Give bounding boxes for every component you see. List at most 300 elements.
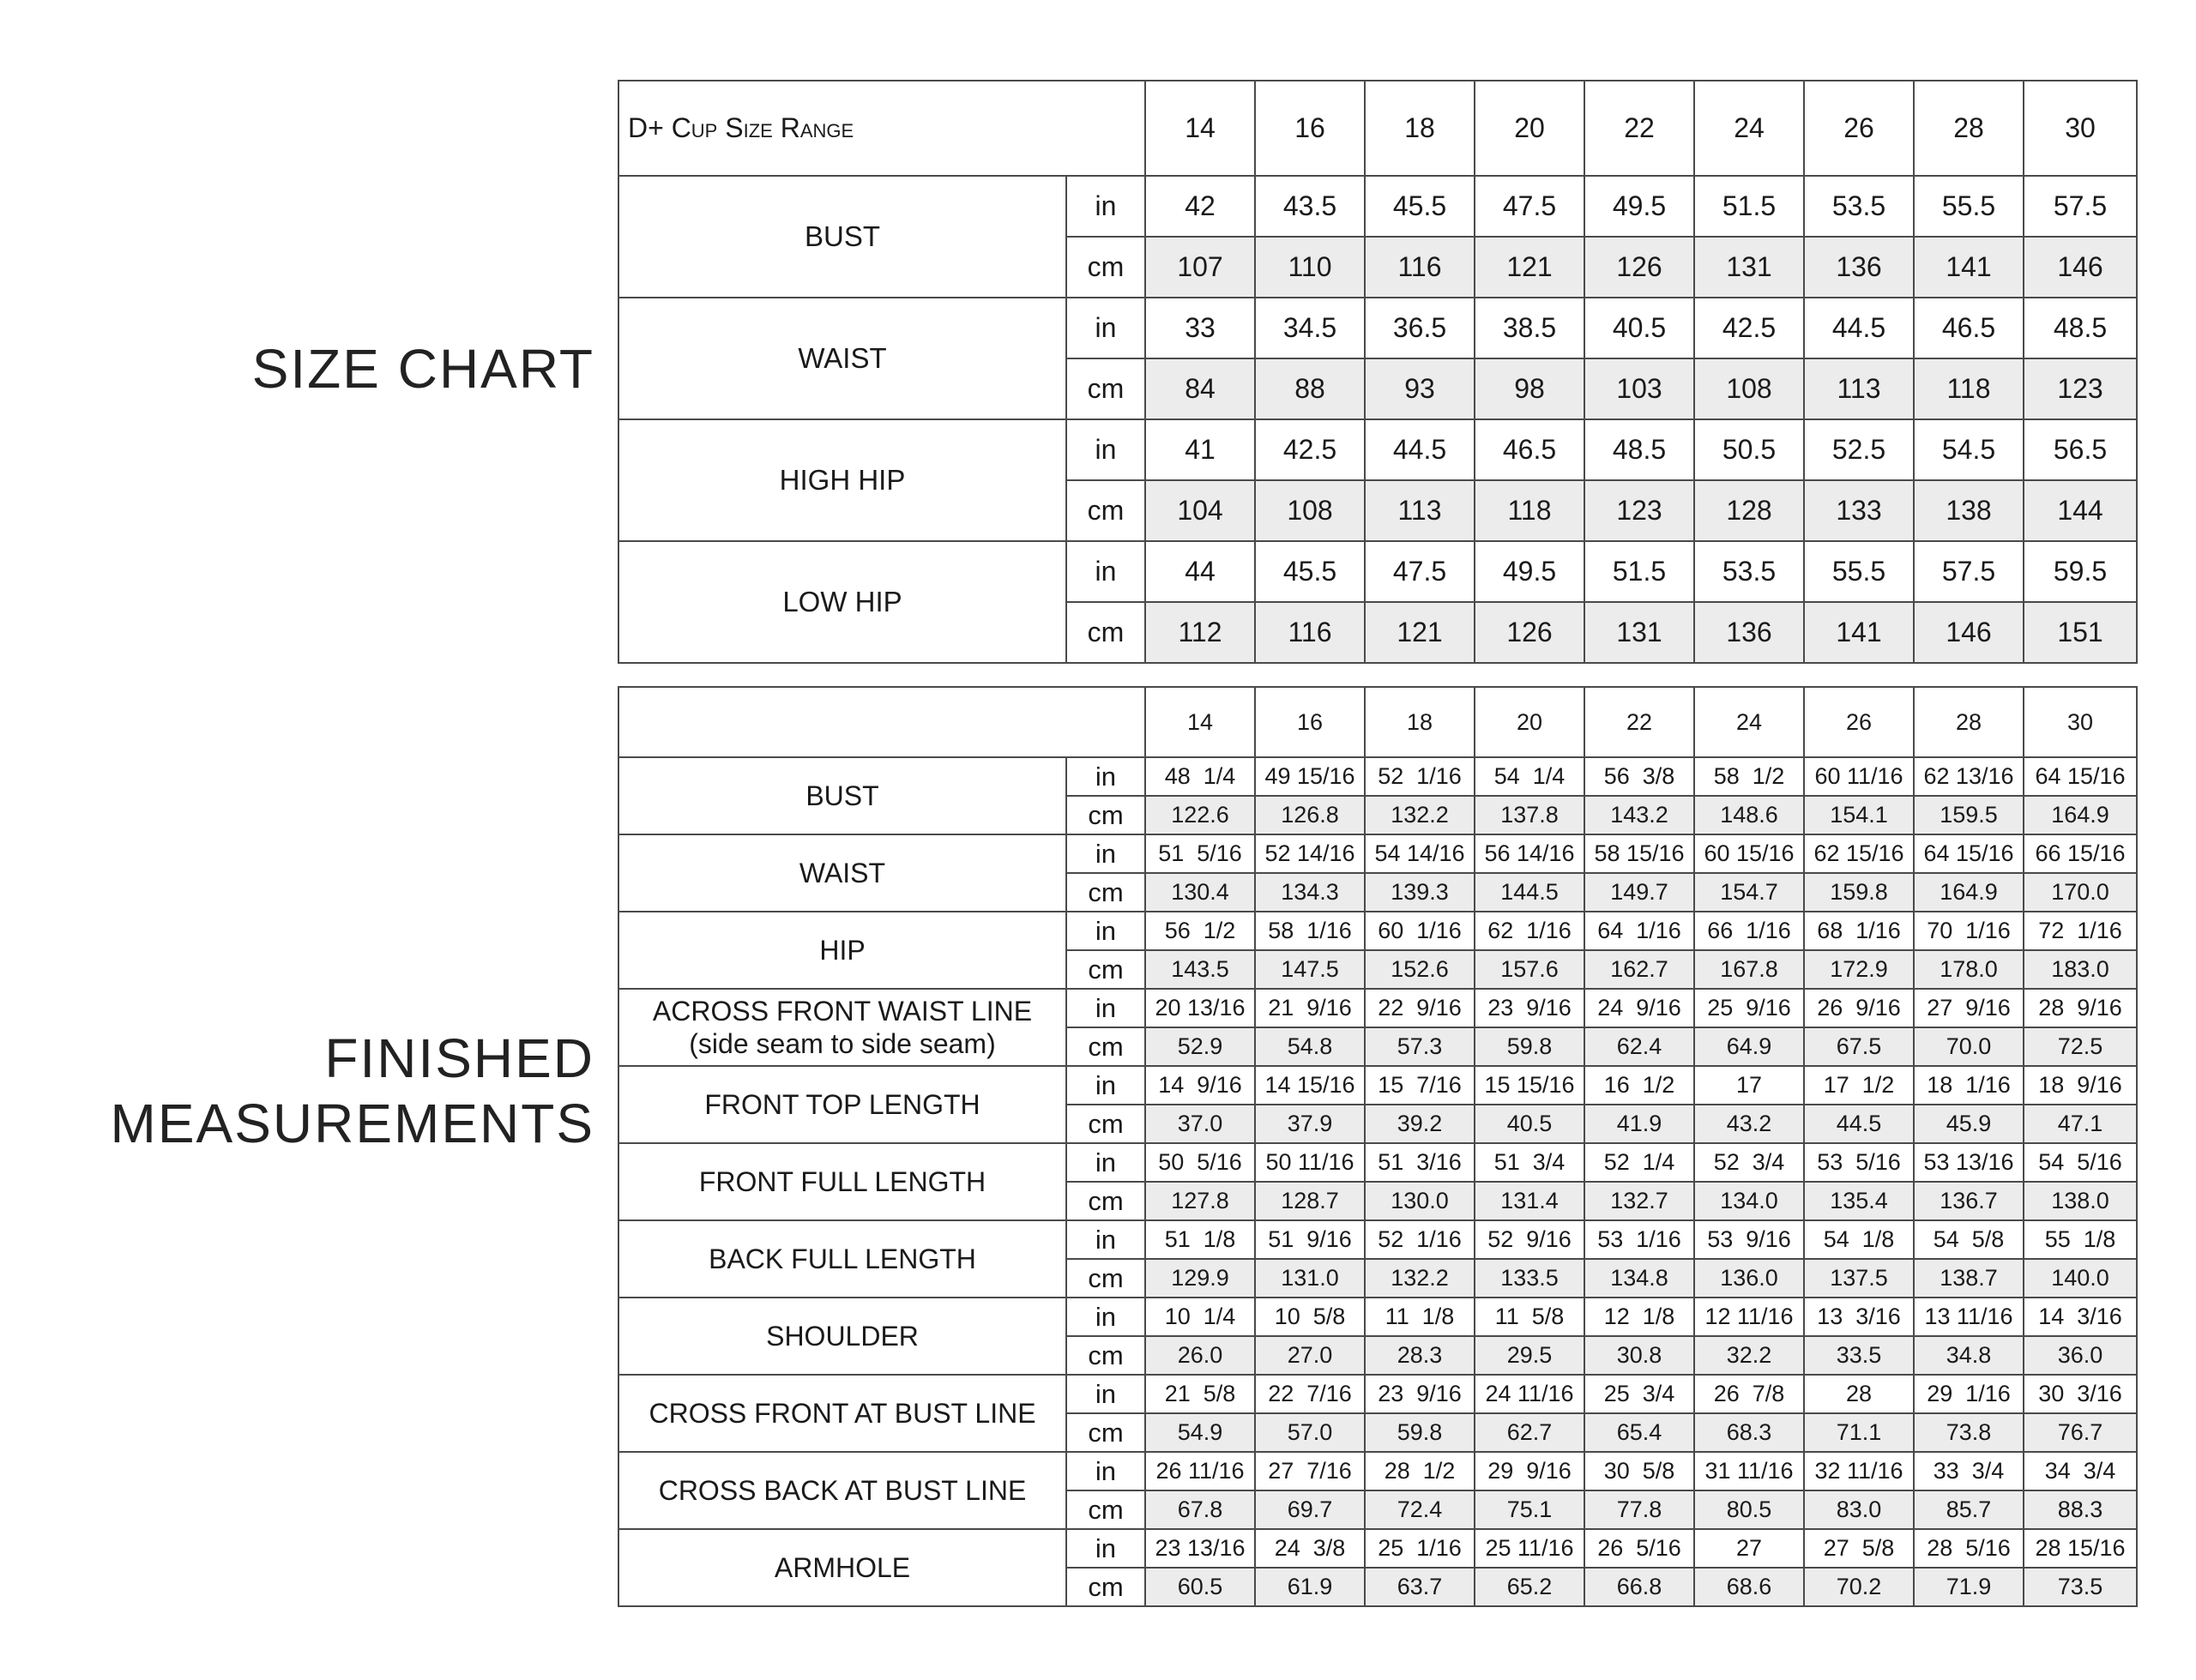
value-cell: 24 11/16 <box>1475 1375 1584 1413</box>
value-cell: 33.5 <box>1804 1336 1914 1375</box>
value-cell: 151 <box>2024 602 2137 663</box>
value-cell: 41 <box>1145 419 1255 480</box>
value-cell: 45.5 <box>1255 541 1365 602</box>
size-header: 26 <box>1804 81 1914 176</box>
value-cell: 52 1/16 <box>1365 757 1475 796</box>
value-cell: 146 <box>2024 237 2137 298</box>
value-cell: 53 1/16 <box>1584 1220 1694 1259</box>
value-cell: 54 1/4 <box>1475 757 1584 796</box>
value-cell: 143.5 <box>1145 950 1255 989</box>
unit-label: in <box>1066 1529 1145 1568</box>
value-cell: 29.5 <box>1475 1336 1584 1375</box>
value-cell: 167.8 <box>1694 950 1804 989</box>
value-cell: 53.5 <box>1804 176 1914 237</box>
measurement-label <box>618 912 1066 989</box>
value-cell: 53 5/16 <box>1804 1143 1914 1182</box>
value-cell: 25 11/16 <box>1475 1529 1584 1568</box>
unit-label: in <box>1066 1220 1145 1259</box>
size-header: 30 <box>2024 687 2137 757</box>
value-cell: 14 15/16 <box>1255 1066 1365 1105</box>
value-cell: 134.0 <box>1694 1182 1804 1220</box>
size-header: 28 <box>1914 81 2024 176</box>
value-cell: 51 3/16 <box>1365 1143 1475 1182</box>
table-row <box>618 298 2137 358</box>
value-cell: 131.0 <box>1255 1259 1365 1298</box>
value-cell: 44.5 <box>1804 1105 1914 1143</box>
unit-label: in <box>1066 176 1145 237</box>
size-header: 16 <box>1255 687 1365 757</box>
value-cell: 123 <box>2024 358 2137 419</box>
measurement-label-text: BACK FULL LENGTH <box>709 1243 976 1274</box>
unit-label: cm <box>1066 1105 1145 1143</box>
value-cell: 49.5 <box>1584 176 1694 237</box>
table-row <box>618 757 2137 796</box>
measurement-label <box>618 1298 1066 1375</box>
value-cell: 64 15/16 <box>1914 834 2024 873</box>
value-cell: 18 1/16 <box>1914 1066 2024 1105</box>
value-cell: 27 5/8 <box>1804 1529 1914 1568</box>
value-cell: 54.8 <box>1255 1027 1365 1066</box>
value-cell: 98 <box>1475 358 1584 419</box>
value-cell: 30.8 <box>1584 1336 1694 1375</box>
value-cell: 24 9/16 <box>1584 989 1694 1027</box>
unit-label: cm <box>1066 480 1145 541</box>
unit-label: in <box>1066 1452 1145 1490</box>
table-row <box>618 912 2137 950</box>
value-cell: 57.5 <box>1914 541 2024 602</box>
value-cell: 103 <box>1584 358 1694 419</box>
value-cell: 136.0 <box>1694 1259 1804 1298</box>
value-cell: 34 3/4 <box>2024 1452 2137 1490</box>
size-header: 16 <box>1255 81 1365 176</box>
value-cell: 71.1 <box>1804 1413 1914 1452</box>
value-cell: 54 14/16 <box>1365 834 1475 873</box>
value-cell: 88 <box>1255 358 1365 419</box>
value-cell: 134.3 <box>1255 873 1365 912</box>
value-cell: 25 9/16 <box>1694 989 1804 1027</box>
value-cell: 49 15/16 <box>1255 757 1365 796</box>
value-cell: 132.2 <box>1365 1259 1475 1298</box>
value-cell: 26.0 <box>1145 1336 1255 1375</box>
measurement-label <box>618 1452 1066 1529</box>
table-row <box>618 1375 2137 1413</box>
measurement-label: BUST <box>618 176 1066 298</box>
value-cell: 118 <box>1475 480 1584 541</box>
value-cell: 43.5 <box>1255 176 1365 237</box>
value-cell: 51 1/8 <box>1145 1220 1255 1259</box>
finished-measurements-title <box>111 1026 595 1156</box>
value-cell: 154.1 <box>1804 796 1914 834</box>
value-cell: 116 <box>1255 602 1365 663</box>
measurement-label <box>618 1066 1066 1143</box>
value-cell: 55.5 <box>1914 176 2024 237</box>
measurement-label: HIGH HIP <box>618 419 1066 541</box>
value-cell: 144 <box>2024 480 2137 541</box>
value-cell: 50.5 <box>1694 419 1804 480</box>
table-row <box>618 541 2137 602</box>
unit-label: cm <box>1066 1413 1145 1452</box>
value-cell: 107 <box>1145 237 1255 298</box>
value-cell: 71.9 <box>1914 1568 2024 1606</box>
value-cell: 112 <box>1145 602 1255 663</box>
measurement-label: WAIST <box>618 298 1066 419</box>
value-cell: 136 <box>1694 602 1804 663</box>
value-cell: 65.2 <box>1475 1568 1584 1606</box>
value-cell: 21 9/16 <box>1255 989 1365 1027</box>
value-cell: 32.2 <box>1694 1336 1804 1375</box>
measurement-label <box>618 1375 1066 1452</box>
unit-label: cm <box>1066 237 1145 298</box>
value-cell: 28 <box>1804 1375 1914 1413</box>
value-cell: 52 1/16 <box>1365 1220 1475 1259</box>
value-cell: 148.6 <box>1694 796 1804 834</box>
value-cell: 126 <box>1475 602 1584 663</box>
value-cell: 67.5 <box>1804 1027 1914 1066</box>
value-cell: 49.5 <box>1475 541 1584 602</box>
value-cell: 53 13/16 <box>1914 1143 2024 1182</box>
value-cell: 164.9 <box>2024 796 2137 834</box>
value-cell: 17 <box>1694 1066 1804 1105</box>
size-header: 22 <box>1584 81 1694 176</box>
size-header: 28 <box>1914 687 2024 757</box>
value-cell: 140.0 <box>2024 1259 2137 1298</box>
value-cell: 10 1/4 <box>1145 1298 1255 1336</box>
value-cell: 54.9 <box>1145 1413 1255 1452</box>
value-cell: 76.7 <box>2024 1413 2137 1452</box>
value-cell: 38.5 <box>1475 298 1584 358</box>
size-header: 20 <box>1475 687 1584 757</box>
value-cell: 59.8 <box>1365 1413 1475 1452</box>
value-cell: 56 3/8 <box>1584 757 1694 796</box>
value-cell: 68.6 <box>1694 1568 1804 1606</box>
value-cell: 64 1/16 <box>1584 912 1694 950</box>
unit-label: cm <box>1066 796 1145 834</box>
value-cell: 72 1/16 <box>2024 912 2137 950</box>
value-cell: 11 1/8 <box>1365 1298 1475 1336</box>
value-cell: 113 <box>1365 480 1475 541</box>
value-cell: 36.0 <box>2024 1336 2137 1375</box>
value-cell: 62.4 <box>1584 1027 1694 1066</box>
unit-label: in <box>1066 834 1145 873</box>
value-cell: 104 <box>1145 480 1255 541</box>
table-row <box>618 176 2137 237</box>
value-cell: 34.8 <box>1914 1336 2024 1375</box>
value-cell: 121 <box>1475 237 1584 298</box>
value-cell: 29 9/16 <box>1475 1452 1584 1490</box>
value-cell: 83.0 <box>1804 1490 1914 1529</box>
finished-title-line1: FINISHED <box>324 1027 594 1089</box>
value-cell: 60 1/16 <box>1365 912 1475 950</box>
value-cell: 134.8 <box>1584 1259 1694 1298</box>
value-cell: 51 3/4 <box>1475 1143 1584 1182</box>
value-cell: 183.0 <box>2024 950 2137 989</box>
value-cell: 65.4 <box>1584 1413 1694 1452</box>
measurement-sublabel-text: (side seam to side seam) <box>689 1028 996 1059</box>
value-cell: 72.5 <box>2024 1027 2137 1066</box>
value-cell: 40.5 <box>1475 1105 1584 1143</box>
value-cell: 88.3 <box>2024 1490 2137 1529</box>
value-cell: 26 7/8 <box>1694 1375 1804 1413</box>
value-cell: 66 1/16 <box>1694 912 1804 950</box>
value-cell: 164.9 <box>1914 873 2024 912</box>
value-cell: 128.7 <box>1255 1182 1365 1220</box>
value-cell: 21 5/8 <box>1145 1375 1255 1413</box>
value-cell: 147.5 <box>1255 950 1365 989</box>
value-cell: 27 9/16 <box>1914 989 2024 1027</box>
table-row <box>618 1529 2137 1568</box>
value-cell: 64 15/16 <box>2024 757 2137 796</box>
value-cell: 152.6 <box>1365 950 1475 989</box>
value-cell: 116 <box>1365 237 1475 298</box>
unit-label: in <box>1066 1066 1145 1105</box>
value-cell: 41.9 <box>1584 1105 1694 1143</box>
value-cell: 62 13/16 <box>1914 757 2024 796</box>
value-cell: 42 <box>1145 176 1255 237</box>
value-cell: 45.9 <box>1914 1105 2024 1143</box>
value-cell: 28.3 <box>1365 1336 1475 1375</box>
value-cell: 46.5 <box>1914 298 2024 358</box>
value-cell: 52.5 <box>1804 419 1914 480</box>
value-cell: 69.7 <box>1255 1490 1365 1529</box>
value-cell: 133.5 <box>1475 1259 1584 1298</box>
value-cell: 67.8 <box>1145 1490 1255 1529</box>
value-cell: 17 1/2 <box>1804 1066 1914 1105</box>
size-header: 22 <box>1584 687 1694 757</box>
measurement-label-text: SHOULDER <box>766 1321 919 1352</box>
value-cell: 28 9/16 <box>2024 989 2137 1027</box>
value-cell: 13 3/16 <box>1804 1298 1914 1336</box>
measurement-label-text: HIP <box>819 935 866 966</box>
value-cell: 52.9 <box>1145 1027 1255 1066</box>
value-cell: 47.5 <box>1365 541 1475 602</box>
value-cell: 68 1/16 <box>1804 912 1914 950</box>
value-cell: 60 11/16 <box>1804 757 1914 796</box>
value-cell: 58 1/2 <box>1694 757 1804 796</box>
value-cell: 62.7 <box>1475 1413 1584 1452</box>
value-cell: 126.8 <box>1255 796 1365 834</box>
value-cell: 139.3 <box>1365 873 1475 912</box>
unit-label: cm <box>1066 1336 1145 1375</box>
size-header: 18 <box>1365 81 1475 176</box>
value-cell: 39.2 <box>1365 1105 1475 1143</box>
unit-label: cm <box>1066 1490 1145 1529</box>
table-row <box>618 419 2137 480</box>
value-cell: 59.8 <box>1475 1027 1584 1066</box>
value-cell: 57.3 <box>1365 1027 1475 1066</box>
value-cell: 132.2 <box>1365 796 1475 834</box>
value-cell: 130.4 <box>1145 873 1255 912</box>
value-cell: 29 1/16 <box>1914 1375 2024 1413</box>
measurement-label-text: BUST <box>805 780 879 811</box>
value-cell: 53 9/16 <box>1694 1220 1804 1259</box>
value-cell: 22 7/16 <box>1255 1375 1365 1413</box>
value-cell: 50 11/16 <box>1255 1143 1365 1182</box>
value-cell: 72.4 <box>1365 1490 1475 1529</box>
value-cell: 159.5 <box>1914 796 2024 834</box>
value-cell: 141 <box>1914 237 2024 298</box>
value-cell: 122.6 <box>1145 796 1255 834</box>
value-cell: 80.5 <box>1694 1490 1804 1529</box>
value-cell: 128 <box>1694 480 1804 541</box>
value-cell: 36.5 <box>1365 298 1475 358</box>
value-cell: 27 7/16 <box>1255 1452 1365 1490</box>
value-cell: 108 <box>1694 358 1804 419</box>
value-cell: 53.5 <box>1694 541 1804 602</box>
size-header: 20 <box>1475 81 1584 176</box>
value-cell: 23 13/16 <box>1145 1529 1255 1568</box>
value-cell: 51 5/16 <box>1145 834 1255 873</box>
value-cell: 52 3/4 <box>1694 1143 1804 1182</box>
unit-label: cm <box>1066 1259 1145 1298</box>
value-cell: 58 1/16 <box>1255 912 1365 950</box>
value-cell: 11 5/8 <box>1475 1298 1584 1336</box>
unit-label: in <box>1066 541 1145 602</box>
value-cell: 14 9/16 <box>1145 1066 1255 1105</box>
value-cell: 43.2 <box>1694 1105 1804 1143</box>
value-cell: 136.7 <box>1914 1182 2024 1220</box>
value-cell: 47.5 <box>1475 176 1584 237</box>
size-range-label-text: D+ Cup Size Range <box>628 112 854 143</box>
unit-label: in <box>1066 419 1145 480</box>
value-cell: 110 <box>1255 237 1365 298</box>
table-row <box>618 1298 2137 1336</box>
unit-label: in <box>1066 912 1145 950</box>
value-cell: 138.0 <box>2024 1182 2137 1220</box>
value-cell: 172.9 <box>1804 950 1914 989</box>
value-cell: 46.5 <box>1475 419 1584 480</box>
unit-label: cm <box>1066 950 1145 989</box>
table-row <box>618 1143 2137 1182</box>
value-cell: 30 3/16 <box>2024 1375 2137 1413</box>
value-cell: 25 1/16 <box>1365 1529 1475 1568</box>
value-cell: 70.2 <box>1804 1568 1914 1606</box>
value-cell: 26 5/16 <box>1584 1529 1694 1568</box>
value-cell: 12 1/8 <box>1584 1298 1694 1336</box>
size-header: 14 <box>1145 81 1255 176</box>
measurement-label <box>618 989 1066 1066</box>
value-cell: 48.5 <box>2024 298 2137 358</box>
value-cell: 37.9 <box>1255 1105 1365 1143</box>
value-cell: 23 9/16 <box>1475 989 1584 1027</box>
unit-label: in <box>1066 989 1145 1027</box>
value-cell: 10 5/8 <box>1255 1298 1365 1336</box>
value-cell: 108 <box>1255 480 1365 541</box>
value-cell: 42.5 <box>1694 298 1804 358</box>
value-cell: 22 9/16 <box>1365 989 1475 1027</box>
value-cell: 141 <box>1804 602 1914 663</box>
value-cell: 60.5 <box>1145 1568 1255 1606</box>
value-cell: 63.7 <box>1365 1568 1475 1606</box>
value-cell: 30 5/8 <box>1584 1452 1694 1490</box>
value-cell: 34.5 <box>1255 298 1365 358</box>
size-header: 26 <box>1804 687 1914 757</box>
measurement-label <box>618 834 1066 912</box>
value-cell: 64.9 <box>1694 1027 1804 1066</box>
table-row <box>618 834 2137 873</box>
value-cell: 48 1/4 <box>1145 757 1255 796</box>
value-cell: 62 1/16 <box>1475 912 1584 950</box>
value-cell: 28 1/2 <box>1365 1452 1475 1490</box>
value-cell: 178.0 <box>1914 950 2024 989</box>
value-cell: 42.5 <box>1255 419 1365 480</box>
value-cell: 129.9 <box>1145 1259 1255 1298</box>
value-cell: 55.5 <box>1804 541 1914 602</box>
unit-label: in <box>1066 1375 1145 1413</box>
value-cell: 133 <box>1804 480 1914 541</box>
finished-title-line2: MEASUREMENTS <box>110 1093 594 1154</box>
value-cell: 54.5 <box>1914 419 2024 480</box>
value-cell: 52 9/16 <box>1475 1220 1584 1259</box>
value-cell: 113 <box>1804 358 1914 419</box>
value-cell: 16 1/2 <box>1584 1066 1694 1105</box>
table-row <box>618 1452 2137 1490</box>
size-range-label <box>618 81 1145 176</box>
value-cell: 51.5 <box>1584 541 1694 602</box>
value-cell: 146 <box>1914 602 2024 663</box>
value-cell: 154.7 <box>1694 873 1804 912</box>
value-cell: 12 11/16 <box>1694 1298 1804 1336</box>
value-cell: 58 15/16 <box>1584 834 1694 873</box>
value-cell: 13 11/16 <box>1914 1298 2024 1336</box>
value-cell: 45.5 <box>1365 176 1475 237</box>
value-cell: 51 9/16 <box>1255 1220 1365 1259</box>
value-cell: 143.2 <box>1584 796 1694 834</box>
measurement-label <box>618 1529 1066 1606</box>
header-blank-cell <box>618 687 1145 757</box>
value-cell: 27 <box>1694 1529 1804 1568</box>
value-cell: 131 <box>1584 602 1694 663</box>
value-cell: 127.8 <box>1145 1182 1255 1220</box>
value-cell: 73.8 <box>1914 1413 2024 1452</box>
value-cell: 57.0 <box>1255 1413 1365 1452</box>
value-cell: 15 15/16 <box>1475 1066 1584 1105</box>
value-cell: 28 5/16 <box>1914 1529 2024 1568</box>
value-cell: 144.5 <box>1475 873 1584 912</box>
measurement-label <box>618 1143 1066 1220</box>
value-cell: 93 <box>1365 358 1475 419</box>
value-cell: 137.5 <box>1804 1259 1914 1298</box>
value-cell: 23 9/16 <box>1365 1375 1475 1413</box>
value-cell: 123 <box>1584 480 1694 541</box>
unit-label: cm <box>1066 1182 1145 1220</box>
value-cell: 131 <box>1694 237 1804 298</box>
value-cell: 54 1/8 <box>1804 1220 1914 1259</box>
value-cell: 51.5 <box>1694 176 1804 237</box>
measurement-label-text: FRONT TOP LENGTH <box>704 1089 980 1120</box>
value-cell: 54 5/16 <box>2024 1143 2137 1182</box>
value-cell: 31 11/16 <box>1694 1452 1804 1490</box>
value-cell: 56.5 <box>2024 419 2137 480</box>
value-cell: 85.7 <box>1914 1490 2024 1529</box>
value-cell: 157.6 <box>1475 950 1584 989</box>
size-header: 24 <box>1694 687 1804 757</box>
value-cell: 50 5/16 <box>1145 1143 1255 1182</box>
measurement-label-text: CROSS BACK AT BUST LINE <box>658 1475 1027 1506</box>
value-cell: 70 1/16 <box>1914 912 2024 950</box>
value-cell: 135.4 <box>1804 1182 1914 1220</box>
value-cell: 26 9/16 <box>1804 989 1914 1027</box>
measurement-label <box>618 1220 1066 1298</box>
table-row <box>618 989 2137 1027</box>
unit-label: in <box>1066 298 1145 358</box>
value-cell: 44 <box>1145 541 1255 602</box>
value-cell: 77.8 <box>1584 1490 1694 1529</box>
value-cell: 52 14/16 <box>1255 834 1365 873</box>
size-header: 18 <box>1365 687 1475 757</box>
value-cell: 14 3/16 <box>2024 1298 2137 1336</box>
value-cell: 33 <box>1145 298 1255 358</box>
unit-label: in <box>1066 1143 1145 1182</box>
